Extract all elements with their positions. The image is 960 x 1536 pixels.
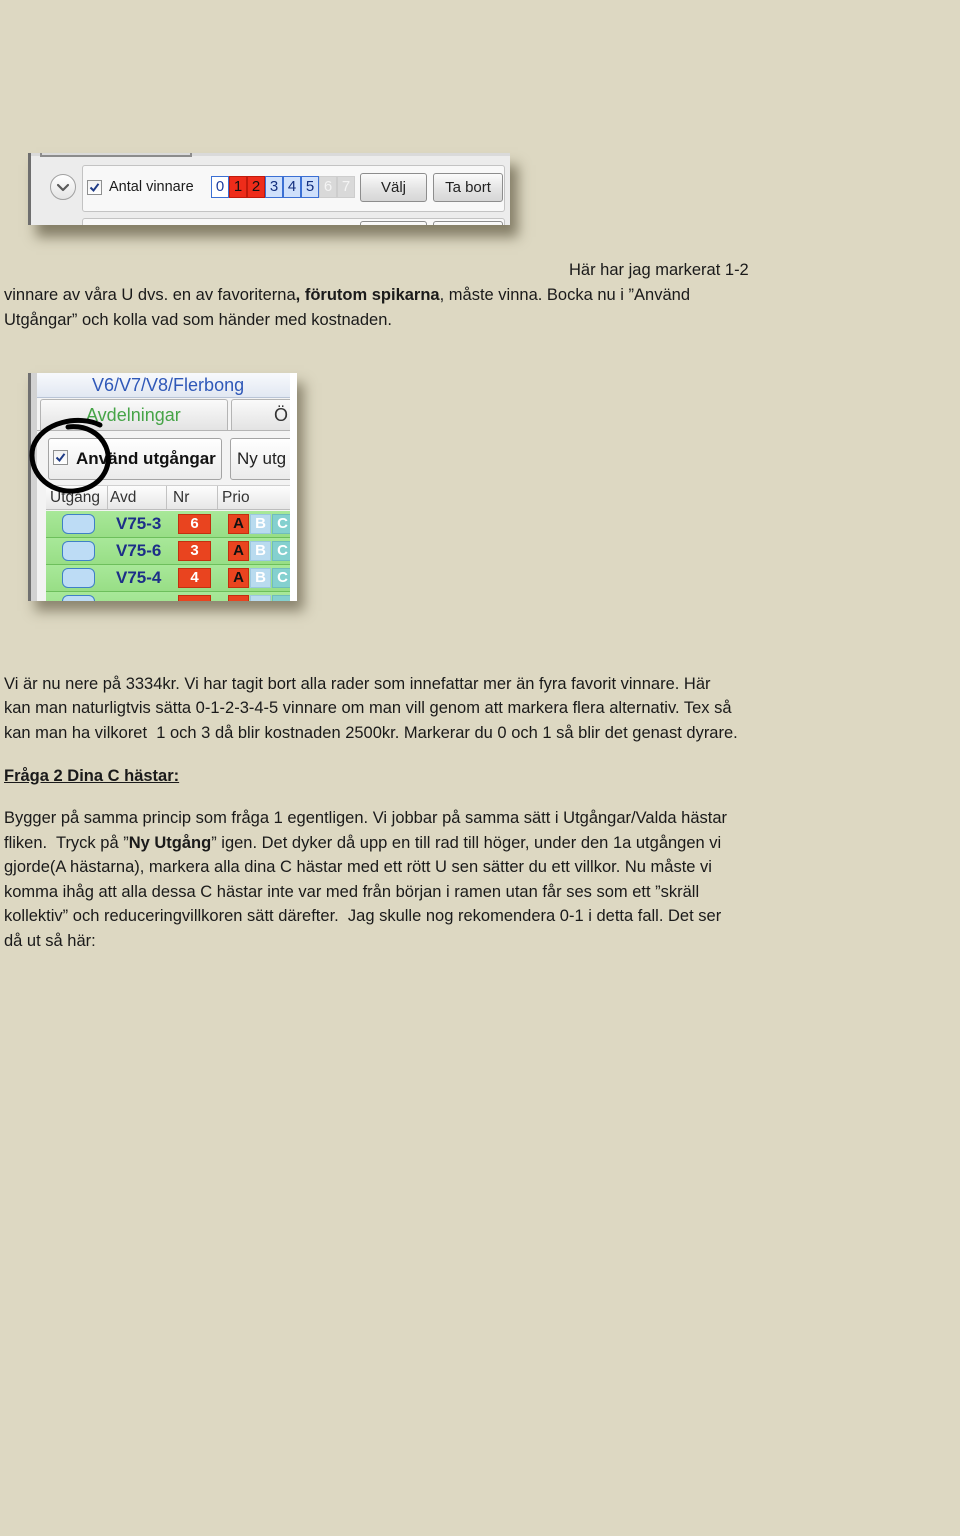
next-row-button-partial[interactable] [360,221,427,225]
prio-b-box [250,595,271,601]
text-line: då ut så här: [4,932,96,950]
antal-vinnare-label: Antal vinnare [109,179,194,195]
prio-c[interactable]: C [272,568,290,588]
bold-text: , förutom spikarna [295,286,440,304]
winner-count-5[interactable]: 5 [301,176,319,198]
race-label: V75-4 [116,568,162,587]
text-segment: ” igen. Det dyker då upp en till rad till höger, under den 1a utgången vi [211,834,722,852]
text-line: kan man ha vilkoret 1 och 3 då blir kostnaden 2500kr. Markerar du 0 och 1 så blir det genast dyrare. [4,724,738,742]
text-segment: vinnare av våra U dvs. en av favoriterna [4,286,296,304]
text-line: kollektiv” och reduceringvillkoren sätt därefter. Jag skulle nog rekomendera 0-1 i detta fall. Det ser [4,907,722,925]
prio-b[interactable]: B [250,568,271,588]
winner-count-6: 6 [319,176,337,198]
text-line: Utgångar” och kolla vad som händer med kostnaden. [4,311,392,329]
horse-number: 6 [178,514,211,534]
tab-o[interactable] [231,399,290,430]
tab-outline [40,153,192,157]
flerbong-screenshot [28,373,297,601]
use-exits-label: Använd utgångar [76,449,216,468]
table-row[interactable] [46,565,290,592]
race-label: V75-6 [116,541,162,560]
winner-count-1[interactable]: 1 [229,176,247,198]
prio-b[interactable]: B [250,541,271,561]
text-segment: fliken. Tryck på ” [4,834,129,852]
ta-bort-button[interactable]: Ta bort [433,173,503,202]
winner-count-2[interactable]: 2 [247,176,265,198]
new-exit-button[interactable] [230,438,290,480]
prio-c[interactable]: C [272,541,290,561]
section-heading: Fråga 2 Dina C hästar: [4,767,180,785]
bold-text: Ny Utgång [128,834,212,852]
text-line [4,285,690,305]
window-title-bar [37,373,290,398]
winner-count-0[interactable]: 0 [211,176,229,198]
prio-a[interactable]: A [228,568,249,588]
checkmark-icon [88,181,101,194]
exit-toggle[interactable] [62,541,95,561]
window-title: V6/V7/V8/Flerbong [92,375,245,395]
next-row-button-partial[interactable] [433,221,503,225]
window-left-edge [28,153,31,225]
table-row[interactable] [46,511,290,538]
winner-count-selector [211,176,355,198]
horse-number: 3 [178,541,211,561]
winner-count-7: 7 [337,176,355,198]
column-divider [217,486,218,509]
text-segment: , måste vinna. Bocka nu i ”Använd [439,286,690,304]
prio-a-box [228,595,249,601]
prio-a[interactable]: A [228,514,249,534]
expand-button[interactable] [50,174,76,200]
text-line: Här har jag markerat 1-2 [569,261,749,279]
text-line: komma ihåg att alla dessa C hästar inte var med från början i ramen utan får ses som ett ”skräll [4,883,700,901]
tab-label: Avdelningar [86,405,181,425]
prio-c-box [272,595,290,601]
race-label: V75-3 [116,514,162,533]
text-line: Vi är nu nere på 3334kr. Vi har tagit bort alla rader som innefattar mer än fyra favorit vinnare. Här [4,675,711,693]
text-line: Bygger på samma princip som fråga 1 egentligen. Vi jobbar på samma sätt i Utgångar/Valda hästar [4,809,728,827]
horse-number: 4 [178,568,211,588]
column-header-utgang[interactable]: Utgång [50,489,100,506]
winner-count-4[interactable]: 4 [283,176,301,198]
prio-c[interactable]: C [272,514,290,534]
column-divider [166,486,167,509]
column-header-prio[interactable]: Prio [222,489,250,506]
exit-toggle[interactable] [62,568,95,588]
table-row[interactable] [46,538,290,565]
prio-b[interactable]: B [250,514,271,534]
flerbong-window [28,373,290,601]
horse-number-box [178,595,211,601]
exit-toggle [62,595,95,601]
winner-count-3[interactable]: 3 [265,176,283,198]
text-line: gjorde(A hästarna), markera alla dina C hästar med ett rött U sen sätter du ett villkor. Nu måste vi [4,858,712,876]
chevron-down-icon [52,176,74,198]
antal-vinnare-checkbox[interactable] [87,180,102,195]
tab-label: Ö [274,405,289,425]
table-row-partial [46,592,290,601]
valj-button[interactable]: Välj [360,173,427,202]
new-exit-button-label: Ny utg [237,449,287,468]
column-header-avd[interactable]: Avd [110,489,137,506]
column-header-nr[interactable]: Nr [173,489,190,506]
text-line [4,833,721,853]
highlight-circle [28,413,128,503]
prio-a[interactable]: A [228,541,249,561]
text-line: kan man naturligtvis sätta 0-1-2-3-4-5 vinnare om man vill genom att markera flera alternativ. Tex så [4,699,732,717]
exit-toggle[interactable] [62,514,95,534]
antal-vinnare-screenshot [28,153,510,225]
